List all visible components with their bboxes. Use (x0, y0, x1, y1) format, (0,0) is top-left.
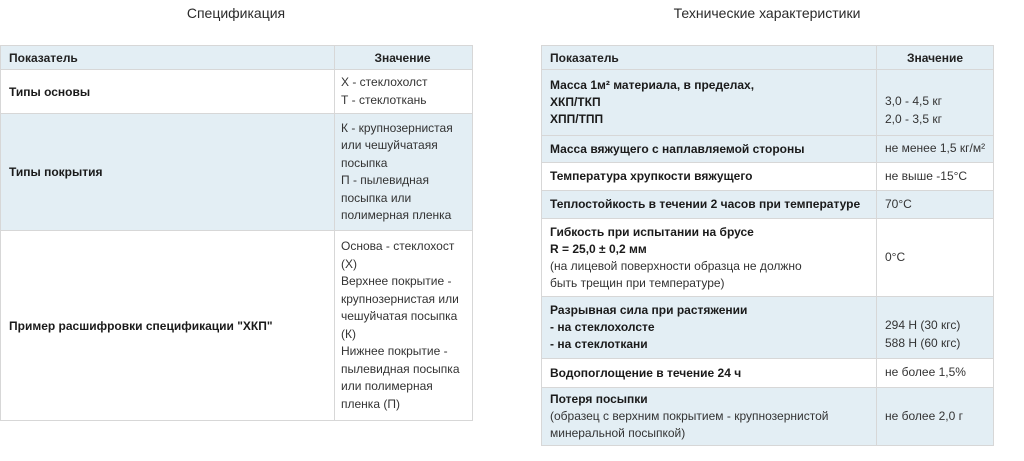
value-line: (К) (341, 326, 356, 341)
tech-row-value (877, 388, 994, 446)
note-line: минеральной посыпкой) (550, 426, 686, 440)
tech-header-param: Показатель (542, 46, 877, 70)
value-line: 2,0 - 3,5 кг (885, 111, 942, 126)
note-line: (на лицевой поверхности образца не должно (550, 258, 802, 273)
value-line: 0°С (885, 249, 906, 264)
tech-row-name (542, 297, 877, 359)
value-line: 588 Н (60 кгс) (885, 335, 961, 350)
tech-row-value (877, 136, 994, 163)
tech-row-brittleness (542, 163, 994, 191)
name-line: Водопоглощение в течение 24 ч (550, 365, 742, 380)
tech-row-name (542, 136, 877, 163)
name-line: ХКП/ТКП (550, 95, 601, 109)
tech-row-value (877, 191, 994, 219)
spec-header-value: Значение (335, 46, 473, 70)
tech-header-row (542, 46, 994, 70)
tech-row-mass (542, 70, 994, 136)
tech-row-value (877, 219, 994, 297)
name-line: Масса вяжущего с наплавляемой стороны (550, 141, 805, 156)
tech-row-value (877, 297, 994, 359)
value-line: или полимерная (341, 379, 433, 393)
tech-header-value: Значение (877, 46, 994, 70)
name-line: Теплостойкость в течении 2 часов при температуре (550, 197, 861, 211)
value-line: Верхнее покрытие - (341, 274, 452, 288)
tech-section (541, 0, 993, 440)
tech-row-tensile (542, 297, 994, 359)
value-line: Х - стеклохолст (341, 75, 428, 89)
tech-table (541, 45, 994, 446)
spec-table (0, 45, 473, 421)
name-line: ХПП/ТПП (550, 112, 604, 126)
name-line: Разрывная сила при растяжении (550, 303, 748, 317)
tech-row-value (877, 163, 994, 191)
tech-row-name (542, 163, 877, 191)
spec-row-value (335, 231, 473, 421)
tech-row-flexibility (542, 219, 994, 297)
value-line: посыпка или (341, 190, 412, 205)
spec-row-base-types (1, 70, 473, 114)
tech-row-name (542, 388, 877, 446)
spec-row-name: Пример расшифровки спецификации "ХКП" (1, 231, 335, 421)
spec-row-value (335, 70, 473, 114)
tech-row-value (877, 70, 994, 136)
value-line: 294 Н (30 кгс) (885, 318, 961, 332)
value-line: (Х) (341, 256, 357, 271)
spec-row-example (1, 231, 473, 421)
value-line: Основа - стеклохост (341, 239, 455, 253)
value-line: полимерная пленка (341, 208, 452, 222)
name-line: Масса 1м² материала, в пределах, (550, 78, 755, 92)
value-line: не менее 1,5 кг/м² (885, 141, 986, 156)
value-line: чешуйчатая посыпка (341, 309, 458, 323)
spec-row-value (335, 114, 473, 231)
tech-row-water-absorption (542, 359, 994, 388)
name-line: - на стеклоткани (550, 337, 648, 351)
tech-row-binder-mass (542, 136, 994, 163)
value-line: П - пылевидная (341, 173, 429, 187)
value-line: пылевидная посыпка (341, 361, 460, 376)
value-line: не более 2,0 г (885, 408, 963, 423)
value-line: 3,0 - 4,5 кг (885, 94, 942, 108)
note-line: быть трещин при температуре) (550, 275, 725, 290)
spec-row-coating-types (1, 114, 473, 231)
value-line: не выше -15°С (885, 168, 968, 183)
value-line: или чешуйчатаяя (341, 138, 438, 152)
spec-header-row (1, 46, 473, 70)
note-line: (образец с верхним покрытием - крупнозернистой (550, 409, 829, 423)
name-line: R = 25,0 ± 0,2 мм (550, 241, 647, 256)
tech-title: Технические характеристики (673, 5, 861, 21)
value-line: Т - стеклоткань (341, 92, 427, 107)
value-line: не более 1,5% (885, 365, 966, 380)
value-line: 70°С (885, 196, 912, 211)
name-line: Гибкость при испытании на брусе (550, 224, 754, 239)
tech-row-granule-loss (542, 388, 994, 446)
spec-row-name: Типы покрытия (1, 114, 335, 231)
tech-row-value (877, 359, 994, 388)
value-line: К - крупнозернистая (341, 120, 453, 135)
value-line: пленка (П) (341, 396, 400, 411)
tech-row-name (542, 359, 877, 388)
tech-row-name (542, 70, 877, 136)
name-line: - на стеклохолсте (550, 320, 655, 334)
name-line: Температура хрупкости вяжущего (550, 169, 753, 183)
spec-header-param: Показатель (1, 46, 335, 70)
spec-title: Спецификация (186, 5, 286, 21)
tech-row-name (542, 191, 877, 219)
value-line: посыпка (341, 155, 388, 170)
tech-row-heat-resistance (542, 191, 994, 219)
value-line: Нижнее покрытие - (341, 344, 448, 358)
spec-row-name: Типы основы (1, 70, 335, 114)
tech-row-name (542, 219, 877, 297)
spec-section (0, 0, 472, 411)
name-line: Потеря посыпки (550, 392, 648, 406)
value-line: крупнозернистая или (341, 291, 459, 306)
